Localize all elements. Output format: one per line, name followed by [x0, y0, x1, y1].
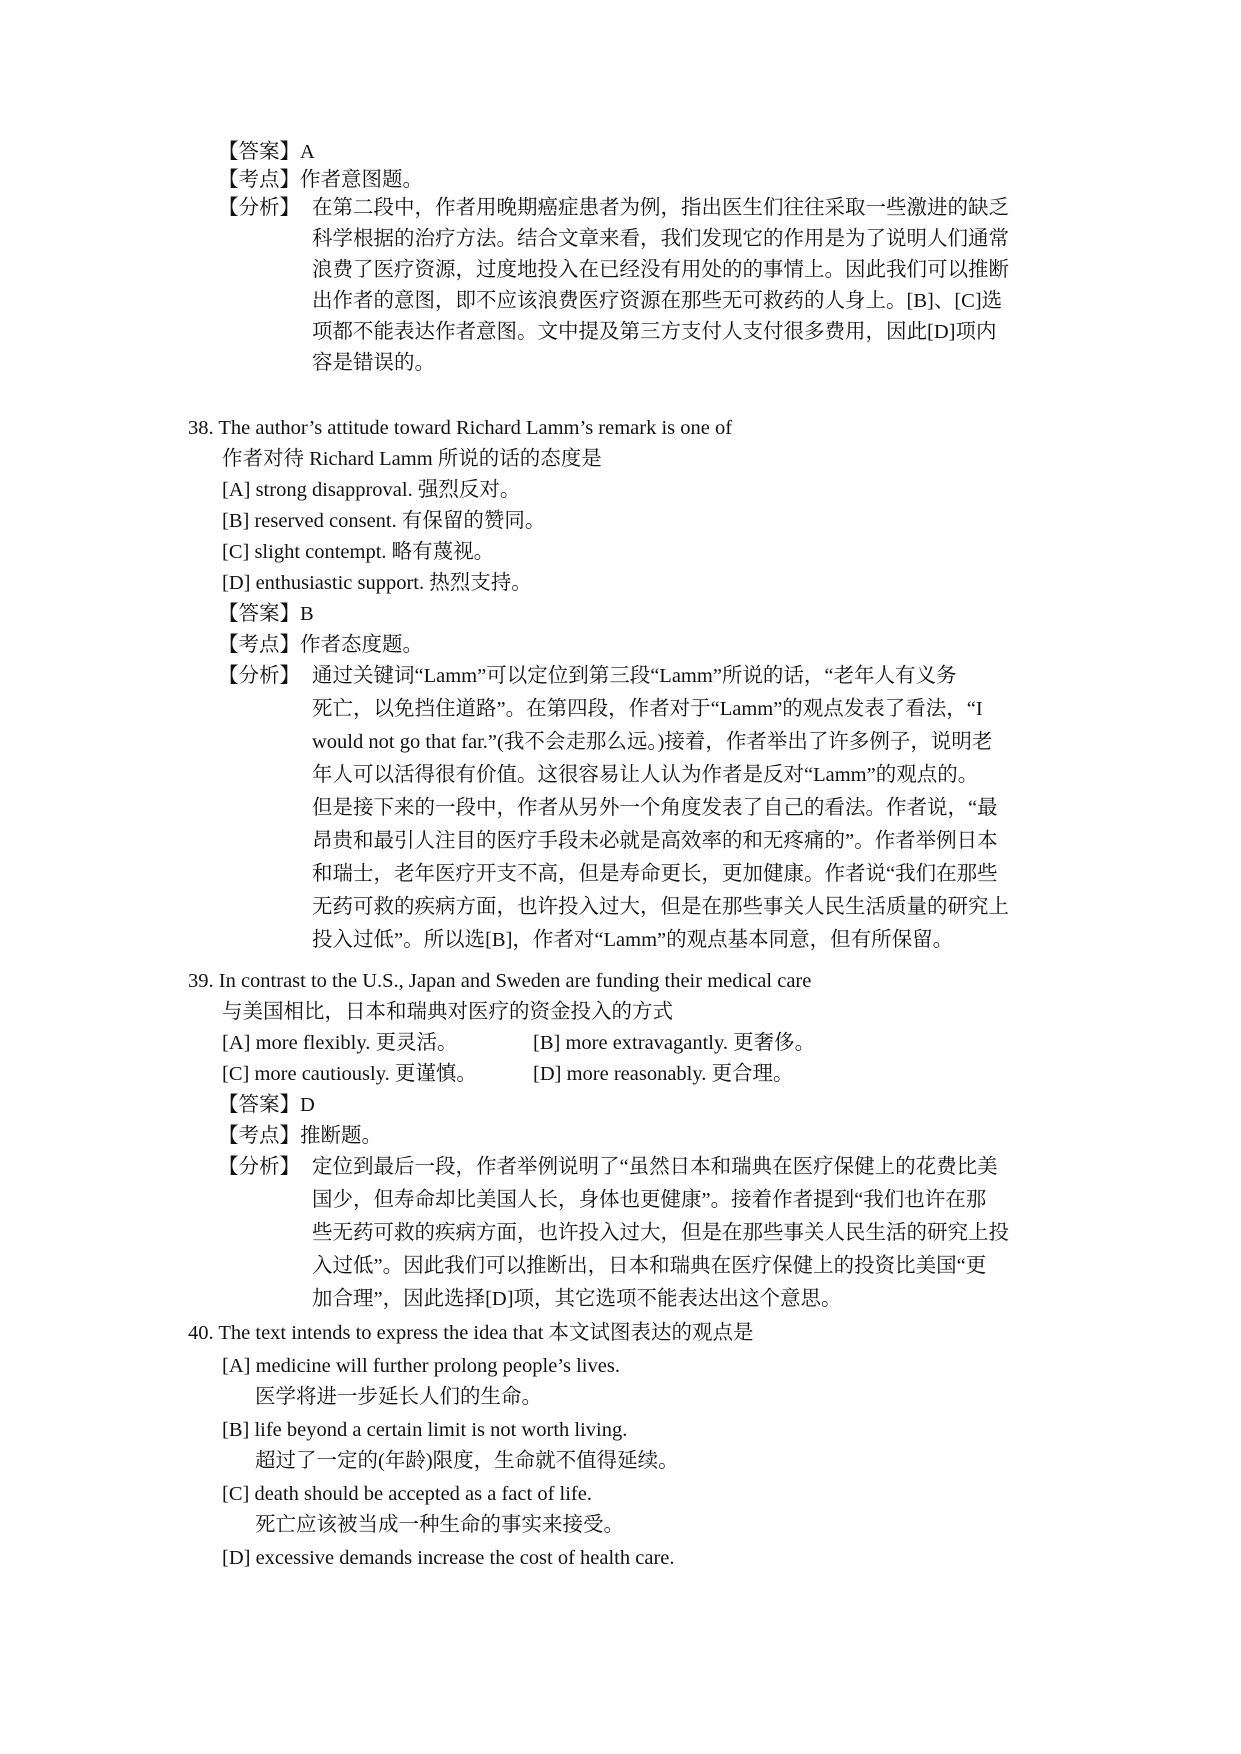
point-value: 推断题。 — [300, 1125, 382, 1147]
analysis-line: 但是接下来的一段中，作者从另外一个角度发表了自己的看法。作者说，“最 — [312, 797, 998, 819]
analysis-line: 容是错误的。 — [312, 352, 435, 374]
point-tag: 【考点】作者态度题。 — [218, 634, 423, 656]
analysis-line: 死亡，以免挡住道路”。在第四段，作者对于“Lamm”的观点发表了看法，“I — [312, 698, 983, 720]
option-a: [A] medicine will further prolong people’s lives. — [222, 1355, 620, 1377]
analysis-line: would not go that far.”(我不会走那么远。)接着，作者举出了许多例子，说明老 — [312, 731, 993, 753]
analysis-line: 定位到最后一段，作者举例说明了“虽然日本和瑞典在医疗保健上的花费比美 — [312, 1156, 998, 1178]
answer-tag: 【答案】D — [218, 1094, 315, 1116]
question-stem: 38. The author’s attitude toward Richard Lamm’s remark is one of — [188, 417, 733, 439]
option-a: [A] strong disapproval. 强烈反对。 — [222, 479, 521, 501]
option-c: [C] death should be accepted as a fact of life. — [222, 1483, 592, 1505]
answer-tag: 【答案】B — [218, 603, 314, 625]
question-stem: 39. In contrast to the U.S., Japan and Sweden are funding their medical care — [188, 970, 812, 992]
analysis-line: 和瑞士，老年医疗开支不高，但是寿命更长，更加健康。作者说“我们在那些 — [312, 863, 998, 885]
option-d: [D] enthusiastic support. 热烈支持。 — [222, 572, 532, 594]
analysis-tag: 【分析】 — [218, 1156, 300, 1178]
analysis-line: 昂贵和最引人注目的医疗手段未必就是高效率的和无疼痛的”。作者举例日本 — [312, 830, 998, 852]
question-stem: 40. The text intends to express the idea that 本文试图表达的观点是 — [188, 1322, 754, 1344]
analysis-line: 出作者的意图，即不应该浪费医疗资源在那些无可救药的人身上。[B]、[C]选 — [312, 290, 1003, 312]
option-d: [D] excessive demands increase the cost of health care. — [222, 1547, 675, 1569]
answer-value: D — [300, 1094, 315, 1116]
option-c: [C] more cautiously. 更谨慎。 — [222, 1063, 477, 1085]
analysis-line: 加合理”，因此选择[D]项，其它选项不能表达出这个意思。 — [312, 1288, 842, 1310]
point-tag: 【考点】推断题。 — [218, 1125, 382, 1147]
option-b: [B] life beyond a certain limit is not worth living. — [222, 1419, 628, 1441]
analysis-line: 年人可以活得很有价值。这很容易让人认为作者是反对“Lamm”的观点的。 — [312, 764, 979, 786]
option-a-cn: 医学将进一步延长人们的生命。 — [255, 1386, 542, 1408]
analysis-line: 投入过低”。所以选[B]，作者对“Lamm”的观点基本同意，但有所保留。 — [312, 929, 954, 951]
point-tag: 【考点】作者意图题。 — [218, 169, 423, 191]
option-b: [B] more extravagantly. 更奢侈。 — [533, 1032, 816, 1054]
analysis-tag: 【分析】 — [218, 197, 300, 219]
analysis-tag: 【分析】 — [218, 665, 300, 687]
option-b-cn: 超过了一定的(年龄)限度，生命就不值得延续。 — [255, 1450, 679, 1472]
question-stem-cn: 与美国相比，日本和瑞典对医疗的资金投入的方式 — [222, 1001, 673, 1023]
analysis-line: 无药可救的疾病方面，也许投入过大，但是在那些事关人民生活质量的研究上 — [312, 896, 1009, 918]
analysis-line: 浪费了医疗资源，过度地投入在已经没有用处的的事情上。因此我们可以推断 — [312, 259, 1009, 281]
analysis-line: 科学根据的治疗方法。结合文章来看，我们发现它的作用是为了说明人们通常 — [312, 228, 1009, 250]
option-c-cn: 死亡应该被当成一种生命的事实来接受。 — [255, 1514, 624, 1536]
analysis-line: 国少，但寿命却比美国人长，身体也更健康”。接着作者提到“我们也许在那 — [312, 1189, 987, 1211]
analysis-line: 通过关键词“Lamm”可以定位到第三段“Lamm”所说的话，“老年人有义务 — [312, 665, 957, 687]
option-d: [D] more reasonably. 更合理。 — [533, 1063, 794, 1085]
point-value: 作者意图题。 — [300, 169, 423, 191]
answer-value: A — [300, 141, 315, 163]
analysis-line: 项都不能表达作者意图。文中提及第三方支付人支付很多费用，因此[D]项内 — [312, 321, 997, 343]
option-b: [B] reserved consent. 有保留的赞同。 — [222, 510, 546, 532]
analysis-line: 入过低”。因此我们可以推断出，日本和瑞典在医疗保健上的投资比美国“更 — [312, 1255, 987, 1277]
point-value: 作者态度题。 — [300, 634, 423, 656]
analysis-line: 些无药可救的疾病方面，也许投入过大，但是在那些事关人民生活的研究上投 — [312, 1222, 1009, 1244]
question-stem-cn: 作者对待 Richard Lamm 所说的话的态度是 — [222, 448, 602, 470]
analysis-line: 在第二段中，作者用晚期癌症患者为例，指出医生们往往采取一些激进的缺乏 — [312, 197, 1009, 219]
answer-tag: 【答案】A — [218, 141, 315, 163]
answer-value: B — [300, 603, 314, 625]
option-c: [C] slight contempt. 略有蔑视。 — [222, 541, 495, 563]
option-a: [A] more flexibly. 更灵活。 — [222, 1032, 458, 1054]
